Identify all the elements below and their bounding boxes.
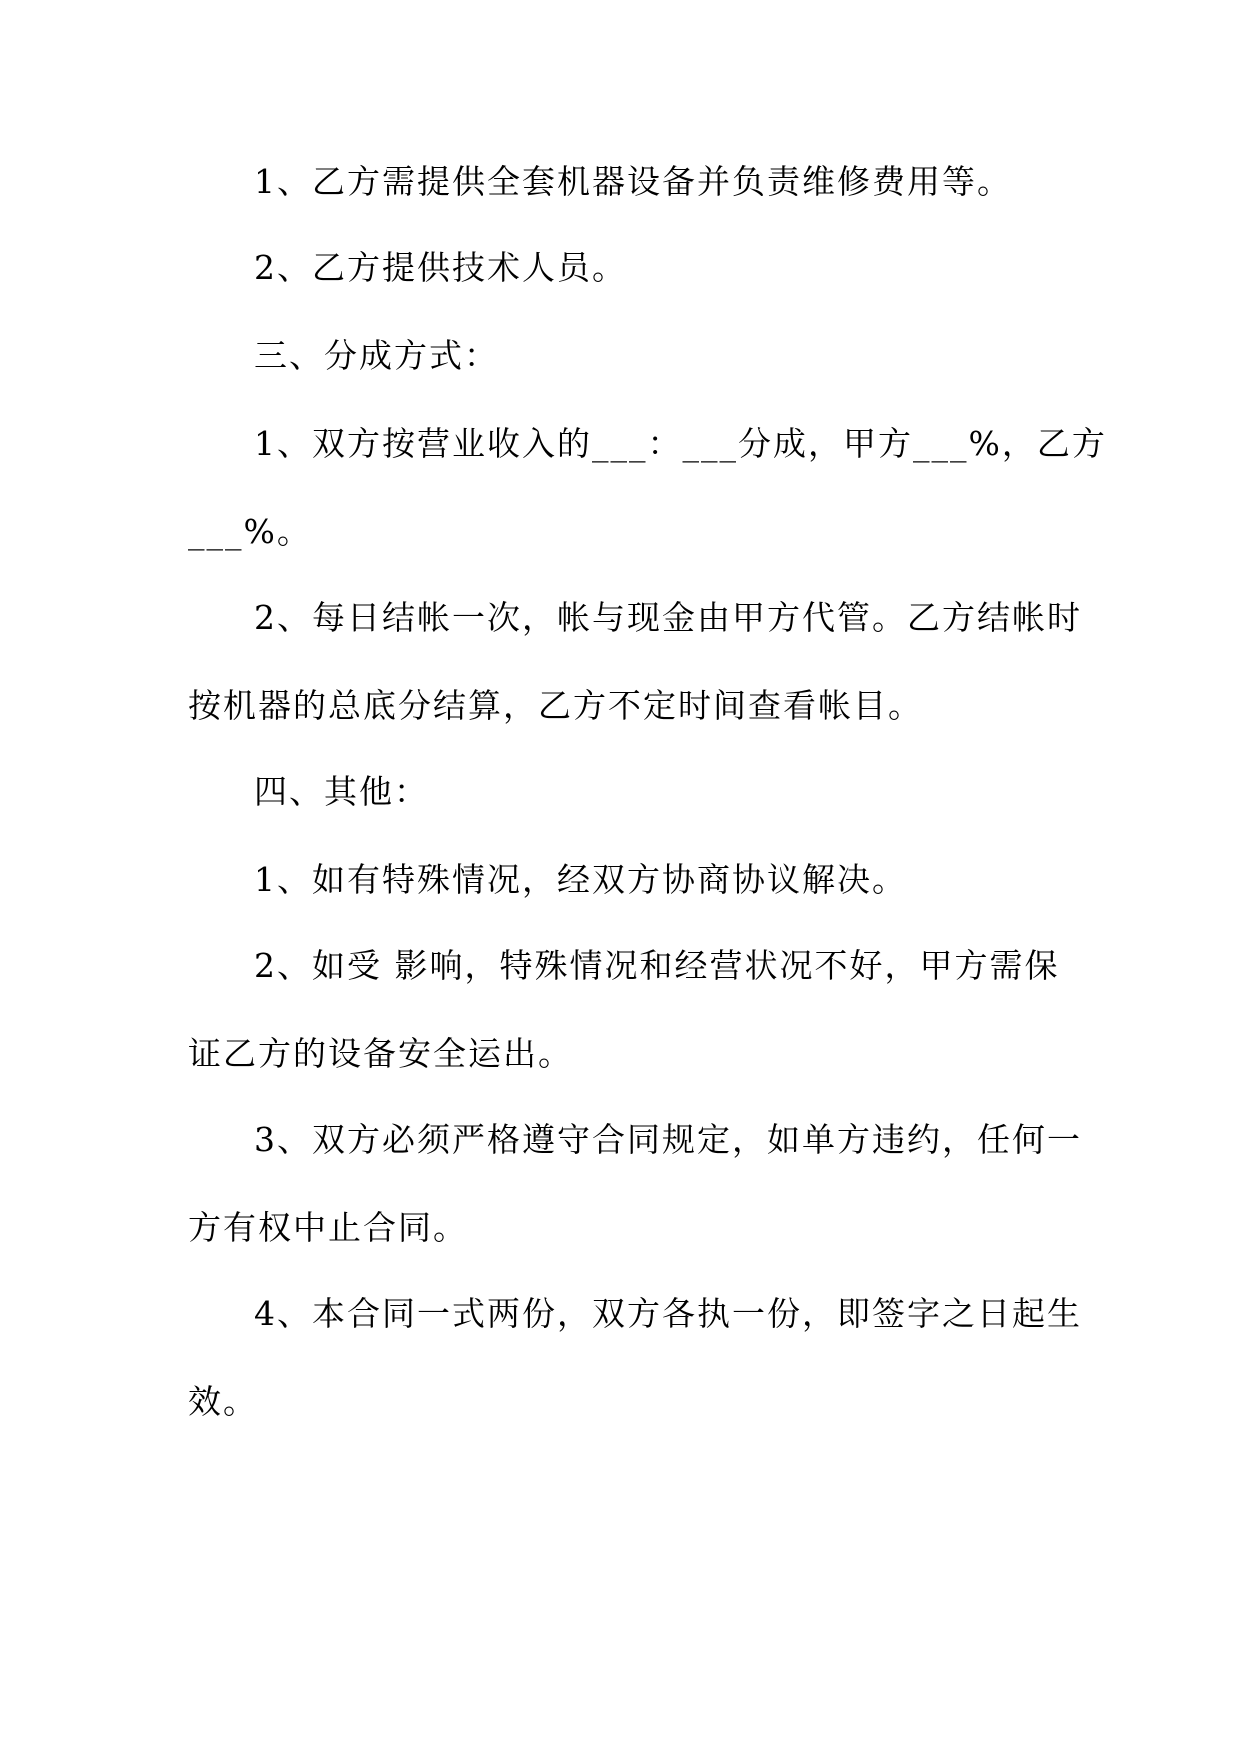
section-heading: 四、其他： <box>254 772 429 811</box>
paragraph-line: 4、本合同一式两份，双方各执一份，即签字之日起生 <box>254 1294 1082 1333</box>
paragraph-line: 3、双方必须严格遵守合同规定，如单方违约，任何一 <box>254 1120 1082 1159</box>
paragraph-line: 2、如受 影响，特殊情况和经营状况不好，甲方需保 <box>254 946 1060 985</box>
section-heading: 三、分成方式： <box>254 336 499 375</box>
paragraph-line: 按机器的总底分结算，乙方不定时间查看帐目。 <box>188 686 923 725</box>
paragraph-line: ___%。 <box>188 512 312 551</box>
paragraph-line: 效。 <box>188 1382 258 1421</box>
paragraph-line: 2、乙方提供技术人员。 <box>254 248 627 287</box>
paragraph-line: 2、每日结帐一次，帐与现金由甲方代管。乙方结帐时 <box>254 598 1082 637</box>
paragraph-line: 证乙方的设备安全运出。 <box>188 1034 573 1073</box>
paragraph-line: 1、乙方需提供全套机器设备并负责维修费用等。 <box>254 162 1012 201</box>
paragraph-line: 1、如有特殊情况，经双方协商协议解决。 <box>254 860 907 899</box>
paragraph-line: 方有权中止合同。 <box>188 1208 468 1247</box>
paragraph-line: 1、双方按营业收入的___：___分成，甲方___%，乙方 <box>254 424 1107 463</box>
